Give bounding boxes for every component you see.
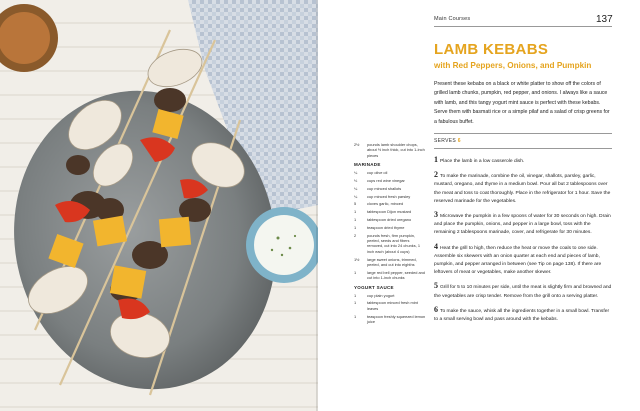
ingredient-item	[354, 201, 426, 206]
ingredient-text: cup plain yogurt	[367, 292, 395, 298]
serves-label: SERVES	[434, 138, 456, 144]
ingredient-item	[354, 178, 426, 183]
recipe-intro: Present these kebabs on a black or white platter to show off the colors of grilled lamb chunks, pumpkin, red pepper, and onions. I always like a sauce with lamb, and this tangy yogurt mint sauce is perfect with these kebabs. Serve them with basmati rice or a simple pilaf and a salad of crisp greens for a fabulous buffet.	[434, 81, 610, 125]
recipe-step	[434, 171, 612, 206]
ingredient-quantity: ¼	[354, 185, 358, 191]
ingredient-item	[354, 300, 426, 311]
ingredient-text: cups red wine vinegar	[367, 178, 405, 184]
kebab-photo	[0, 0, 318, 411]
ingredient-text: teaspoon freshly squeezed lemon juice	[367, 313, 426, 325]
recipe-subtitle: with Red Peppers, Onions, and Pumpkin	[434, 61, 592, 70]
serves-rule-top	[434, 133, 612, 134]
ingredient-quantity: 1	[354, 209, 357, 215]
recipe-step	[434, 306, 612, 324]
recipe-step	[434, 282, 612, 300]
section-label: Main Courses	[434, 16, 471, 22]
ingredient-item	[354, 186, 426, 191]
ingredient-text: cup minced shallots	[367, 185, 402, 191]
header-rule	[434, 26, 612, 27]
ingredient-item	[354, 314, 426, 325]
ingredient-quantity: 5	[354, 201, 357, 207]
ingredient-quantity: ¼	[354, 170, 358, 176]
ingredient-text: large red bell pepper, seeded and cut into 1-inch chunks	[367, 269, 425, 281]
ingredient-item	[354, 209, 426, 214]
serves-value: 6	[457, 138, 461, 144]
ingredient-item	[354, 293, 426, 298]
step-number: 3	[434, 210, 438, 220]
ingredients-list	[354, 142, 426, 327]
ingredient-quantity: 1	[354, 224, 357, 230]
ingredient-text: teaspoon dried thyme	[367, 224, 405, 230]
ingredient-item	[354, 142, 426, 158]
step-text: Heat the grill to high, then reduce the heat or move the coals to one side. Assemble six skewers with an onion quarter at each end and pieces of lamb, pumpkin, and pepper arranged in between (see Tip on page 138). If there are leftovers of meat or vegetables, make another skewer.	[434, 245, 602, 276]
recipe-steps	[434, 156, 612, 329]
ingredient-text: cloves garlic, minced	[367, 201, 404, 207]
ingredient-quantity: 1	[354, 300, 357, 306]
marinade-heading: MARINADE	[354, 162, 381, 168]
recipe-step	[434, 211, 612, 238]
step-number: 5	[434, 281, 438, 291]
recipe-step	[434, 243, 612, 278]
step-text: Grill for 5 to 10 minutes per side, until the meat is slightly firm and browned and the vegetables are crisp tender. Remove from the grill onto a serving platter.	[434, 285, 612, 299]
ingredient-quantity: 1	[354, 292, 357, 298]
kebab-photo-illustration	[0, 0, 318, 411]
serves-rule-bottom	[434, 148, 612, 149]
step-text: To make the sauce, whisk all the ingredients together in a small bowl. Transfer to a small serving bowl and pass around with the kebabs.	[434, 308, 610, 323]
step-text: Place the lamb in a low casserole dish.	[440, 159, 525, 164]
ingredient-quantity: 2	[354, 232, 357, 238]
ingredient-quantity: 1	[354, 313, 357, 319]
step-text: Microwave the pumpkin in a few spoons of water for 30 seconds on high. Drain and place the pumpkin, onions, and pepper in a large bowl, toss with the remaining 2 tablespoons marinade, cover, and refrigerate for 30 minutes.	[434, 214, 611, 236]
ingredient-text: tablespoon dried oregano	[367, 217, 412, 222]
ingredient-quantity: ¼	[354, 193, 358, 199]
ingredient-text: large sweet onions, trimmed, peeled, and cut into eighths	[367, 256, 417, 268]
page-number: 137	[596, 14, 613, 25]
step-number: 2	[434, 170, 438, 180]
ingredient-quantity: 1½	[354, 256, 360, 262]
serves-line	[434, 138, 461, 144]
ingredient-item	[354, 233, 426, 255]
step-number: 4	[434, 241, 438, 251]
ingredient-text: pounds fresh, firm pumpkin, peeled, seeds and fibers removed, cut into 24 chunks, 1 inch each (about 4 cups)	[367, 232, 420, 254]
ingredient-item	[354, 270, 426, 281]
ingredient-item	[354, 170, 426, 175]
ingredient-text: cup olive oil	[367, 170, 388, 176]
ingredient-quantity: 2½	[354, 142, 360, 147]
ingredient-item	[354, 194, 426, 199]
recipe-title: LAMB KEBABS	[434, 41, 549, 58]
ingredient-item	[354, 225, 426, 230]
ingredient-quantity: ⅓	[354, 178, 358, 184]
step-number: 6	[434, 304, 438, 314]
recipe-step	[434, 156, 612, 166]
ingredient-text: pounds lamb shoulder chops, about ½ inch thick, cut into 1-inch pieces	[367, 142, 425, 158]
ingredient-text: tablespoon minced fresh mint leaves	[367, 300, 418, 311]
ingredient-item	[354, 257, 426, 268]
ingredient-text: tablespoon Dijon mustard	[367, 209, 412, 215]
yogurt-sauce-heading: YOGURT SAUCE	[354, 284, 394, 290]
ingredient-quantity: 1	[354, 269, 357, 275]
step-number: 1	[434, 155, 438, 164]
ingredient-item	[354, 217, 426, 222]
step-text: To make the marinade, combine the oil, vinegar, shallots, parsley, garlic, mustard, oregano, and thyme in a medium bowl. Pour all but 2 tablespoons over the meat and toss to coat thoroughly. Place in the refrigerator for 1 hour. Save the reserved marinade for the vegetables.	[434, 174, 611, 204]
ingredient-quantity: 1	[354, 217, 357, 222]
ingredient-text: cup minced fresh parsley	[367, 193, 411, 199]
